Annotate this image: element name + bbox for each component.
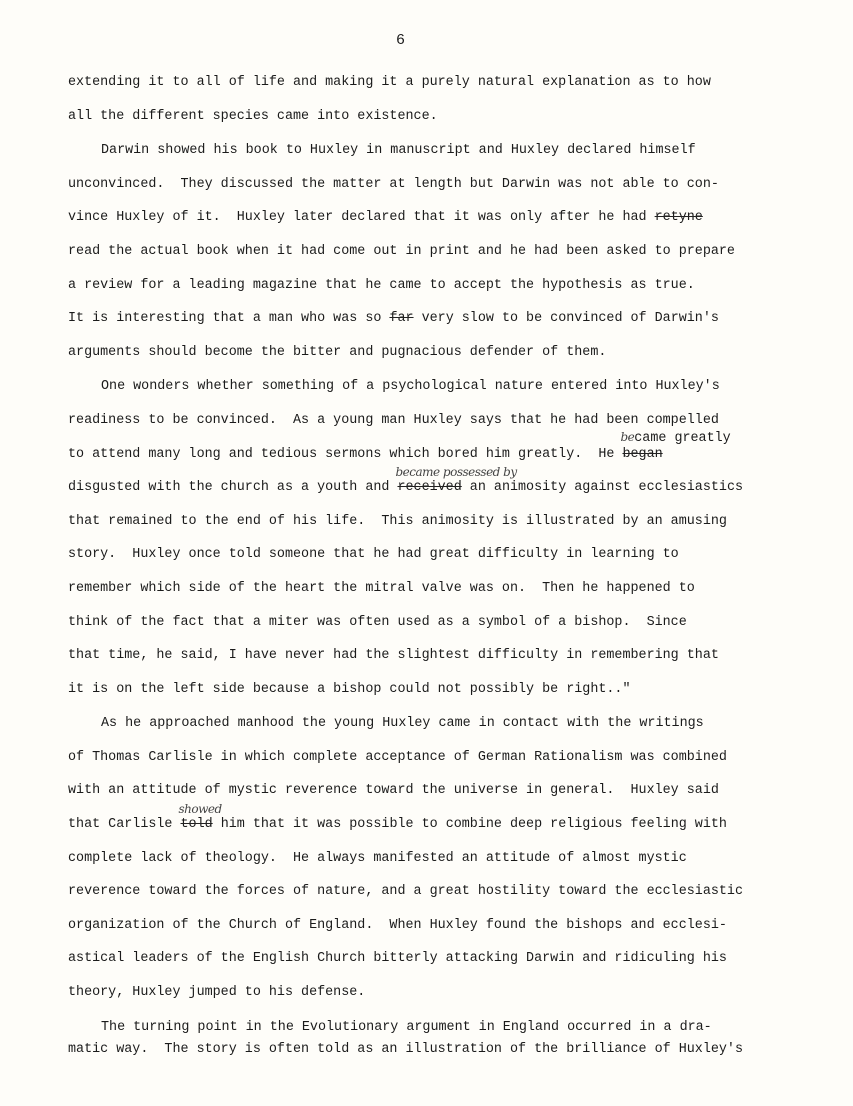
text-line bbox=[68, 140, 828, 174]
typed-text: arguments should become the bitter and pugnacious defender of them. bbox=[68, 344, 607, 360]
text-line bbox=[68, 948, 828, 982]
text-line bbox=[68, 465, 828, 511]
struck-text: received became possessed by bbox=[397, 480, 461, 495]
typed-text: theory, Huxley jumped to his defense. bbox=[68, 985, 366, 1001]
text-line bbox=[68, 511, 828, 545]
text-line bbox=[68, 106, 828, 140]
text-line bbox=[68, 578, 828, 612]
typed-text: organization of the Church of England. When Huxley found the bishops and ecclesi- bbox=[68, 917, 727, 933]
paragraph bbox=[68, 140, 828, 375]
typed-text: think of the fact that a miter was often used as a symbol of a bishop. Since bbox=[68, 614, 687, 630]
text-line bbox=[68, 848, 828, 882]
typed-text: of Thomas Carlisle in which complete acceptance of German Rationalism was combined bbox=[68, 749, 727, 765]
typed-text: story. Huxley once told someone that he had great difficulty in learning to bbox=[68, 547, 679, 563]
text-line bbox=[68, 679, 828, 713]
text-line bbox=[68, 1039, 828, 1061]
typed-text: a review for a leading magazine that he came to accept the hypothesis as true. bbox=[68, 277, 695, 293]
text-line bbox=[68, 72, 828, 106]
typed-text: him that it was possible to combine deep religious feeling with bbox=[212, 817, 727, 833]
typed-text: remember which side of the heart the mitral valve was on. Then he happened to bbox=[68, 580, 695, 596]
text-line bbox=[68, 802, 828, 848]
text-line bbox=[68, 241, 828, 275]
typed-text: matic way. The story is often told as an illustration of the brilliance of Huxley's bbox=[68, 1041, 743, 1057]
typed-text: vince Huxley of it. Huxley later declared that it was only after he had bbox=[68, 210, 655, 226]
typed-text: As he approached manhood the young Huxley came in contact with the writings bbox=[101, 716, 704, 732]
text-line bbox=[68, 915, 828, 949]
paragraph bbox=[68, 376, 828, 712]
typed-text: unconvinced. They discussed the matter at length but Darwin was not able to con- bbox=[68, 176, 719, 192]
handwritten-correction bbox=[620, 426, 730, 450]
typed-insertion: came greatly bbox=[634, 430, 731, 446]
typed-text: astical leaders of the English Church bitterly attacking Darwin and ridiculing his bbox=[68, 951, 727, 967]
typed-text: very slow to be convinced of Darwin's bbox=[413, 311, 719, 327]
typed-text: extending it to all of life and making it a purely natural explanation as to how bbox=[68, 75, 711, 90]
typed-text: with an attitude of mystic reverence toward the universe in general. Huxley said bbox=[68, 783, 719, 799]
typed-text: complete lack of theology. He always manifested an attitude of almost mystic bbox=[68, 850, 687, 866]
text-line bbox=[68, 544, 828, 578]
paragraph bbox=[68, 1017, 828, 1061]
typed-text: One wonders whether something of a psychological nature entered into Huxley's bbox=[101, 379, 720, 395]
text-line bbox=[68, 376, 828, 410]
handwritten-insertion: became possessed by bbox=[395, 465, 517, 480]
typed-text: that time, he said, I have never had the slightest difficulty in remembering that bbox=[68, 648, 719, 664]
typed-text: disgusted with the church as a youth and bbox=[68, 480, 398, 496]
paragraph bbox=[68, 72, 828, 139]
typed-text: reverence toward the forces of nature, and a great hostility toward the ecclesiastic bbox=[68, 884, 743, 900]
text-line bbox=[68, 1017, 828, 1039]
text-line bbox=[68, 275, 828, 309]
text-line bbox=[68, 713, 828, 747]
page-number: 6 bbox=[395, 32, 405, 49]
document-body bbox=[68, 72, 828, 1062]
typed-text: all the different species came into existence. bbox=[68, 108, 438, 124]
text-line bbox=[68, 982, 828, 1016]
struck-text: told showed bbox=[181, 817, 213, 832]
struck-text: began became greatly bbox=[622, 447, 662, 462]
typed-text: The turning point in the Evolutionary argument in England occurred in a dra- bbox=[101, 1019, 712, 1035]
paragraph bbox=[68, 713, 828, 1015]
text-line bbox=[68, 308, 828, 342]
text-line bbox=[68, 612, 828, 646]
typed-text: an animosity against ecclesiastics bbox=[461, 480, 744, 496]
text-line bbox=[68, 342, 828, 376]
text-line bbox=[68, 747, 828, 781]
typed-text: that remained to the end of his life. This animosity is illustrated by an amusing bbox=[68, 513, 727, 529]
struck-text: far bbox=[389, 311, 414, 327]
typed-text: that Carlisle bbox=[68, 817, 181, 833]
text-line bbox=[68, 645, 828, 679]
text-line bbox=[68, 881, 828, 915]
typed-text: read the actual book when it had come out in print and he had been asked to prepare bbox=[68, 243, 735, 259]
typed-text: to attend many long and tedious sermons which bored him greatly. He bbox=[68, 446, 623, 462]
typed-text: it is on the left side because a bishop could not possibly be right.." bbox=[68, 681, 631, 697]
typed-text: It is interesting that a man who was so bbox=[68, 311, 390, 327]
handwritten-insertion: showed bbox=[178, 802, 222, 817]
struck-text: retyne bbox=[654, 210, 703, 226]
handwritten-insertion: be bbox=[620, 429, 635, 444]
typed-text: Darwin showed his book to Huxley in manuscript and Huxley declared himself bbox=[101, 143, 696, 159]
text-line bbox=[68, 174, 828, 208]
text-line bbox=[68, 207, 828, 241]
typed-text: readiness to be convinced. As a young man Huxley says that he had been compelled bbox=[68, 412, 719, 428]
